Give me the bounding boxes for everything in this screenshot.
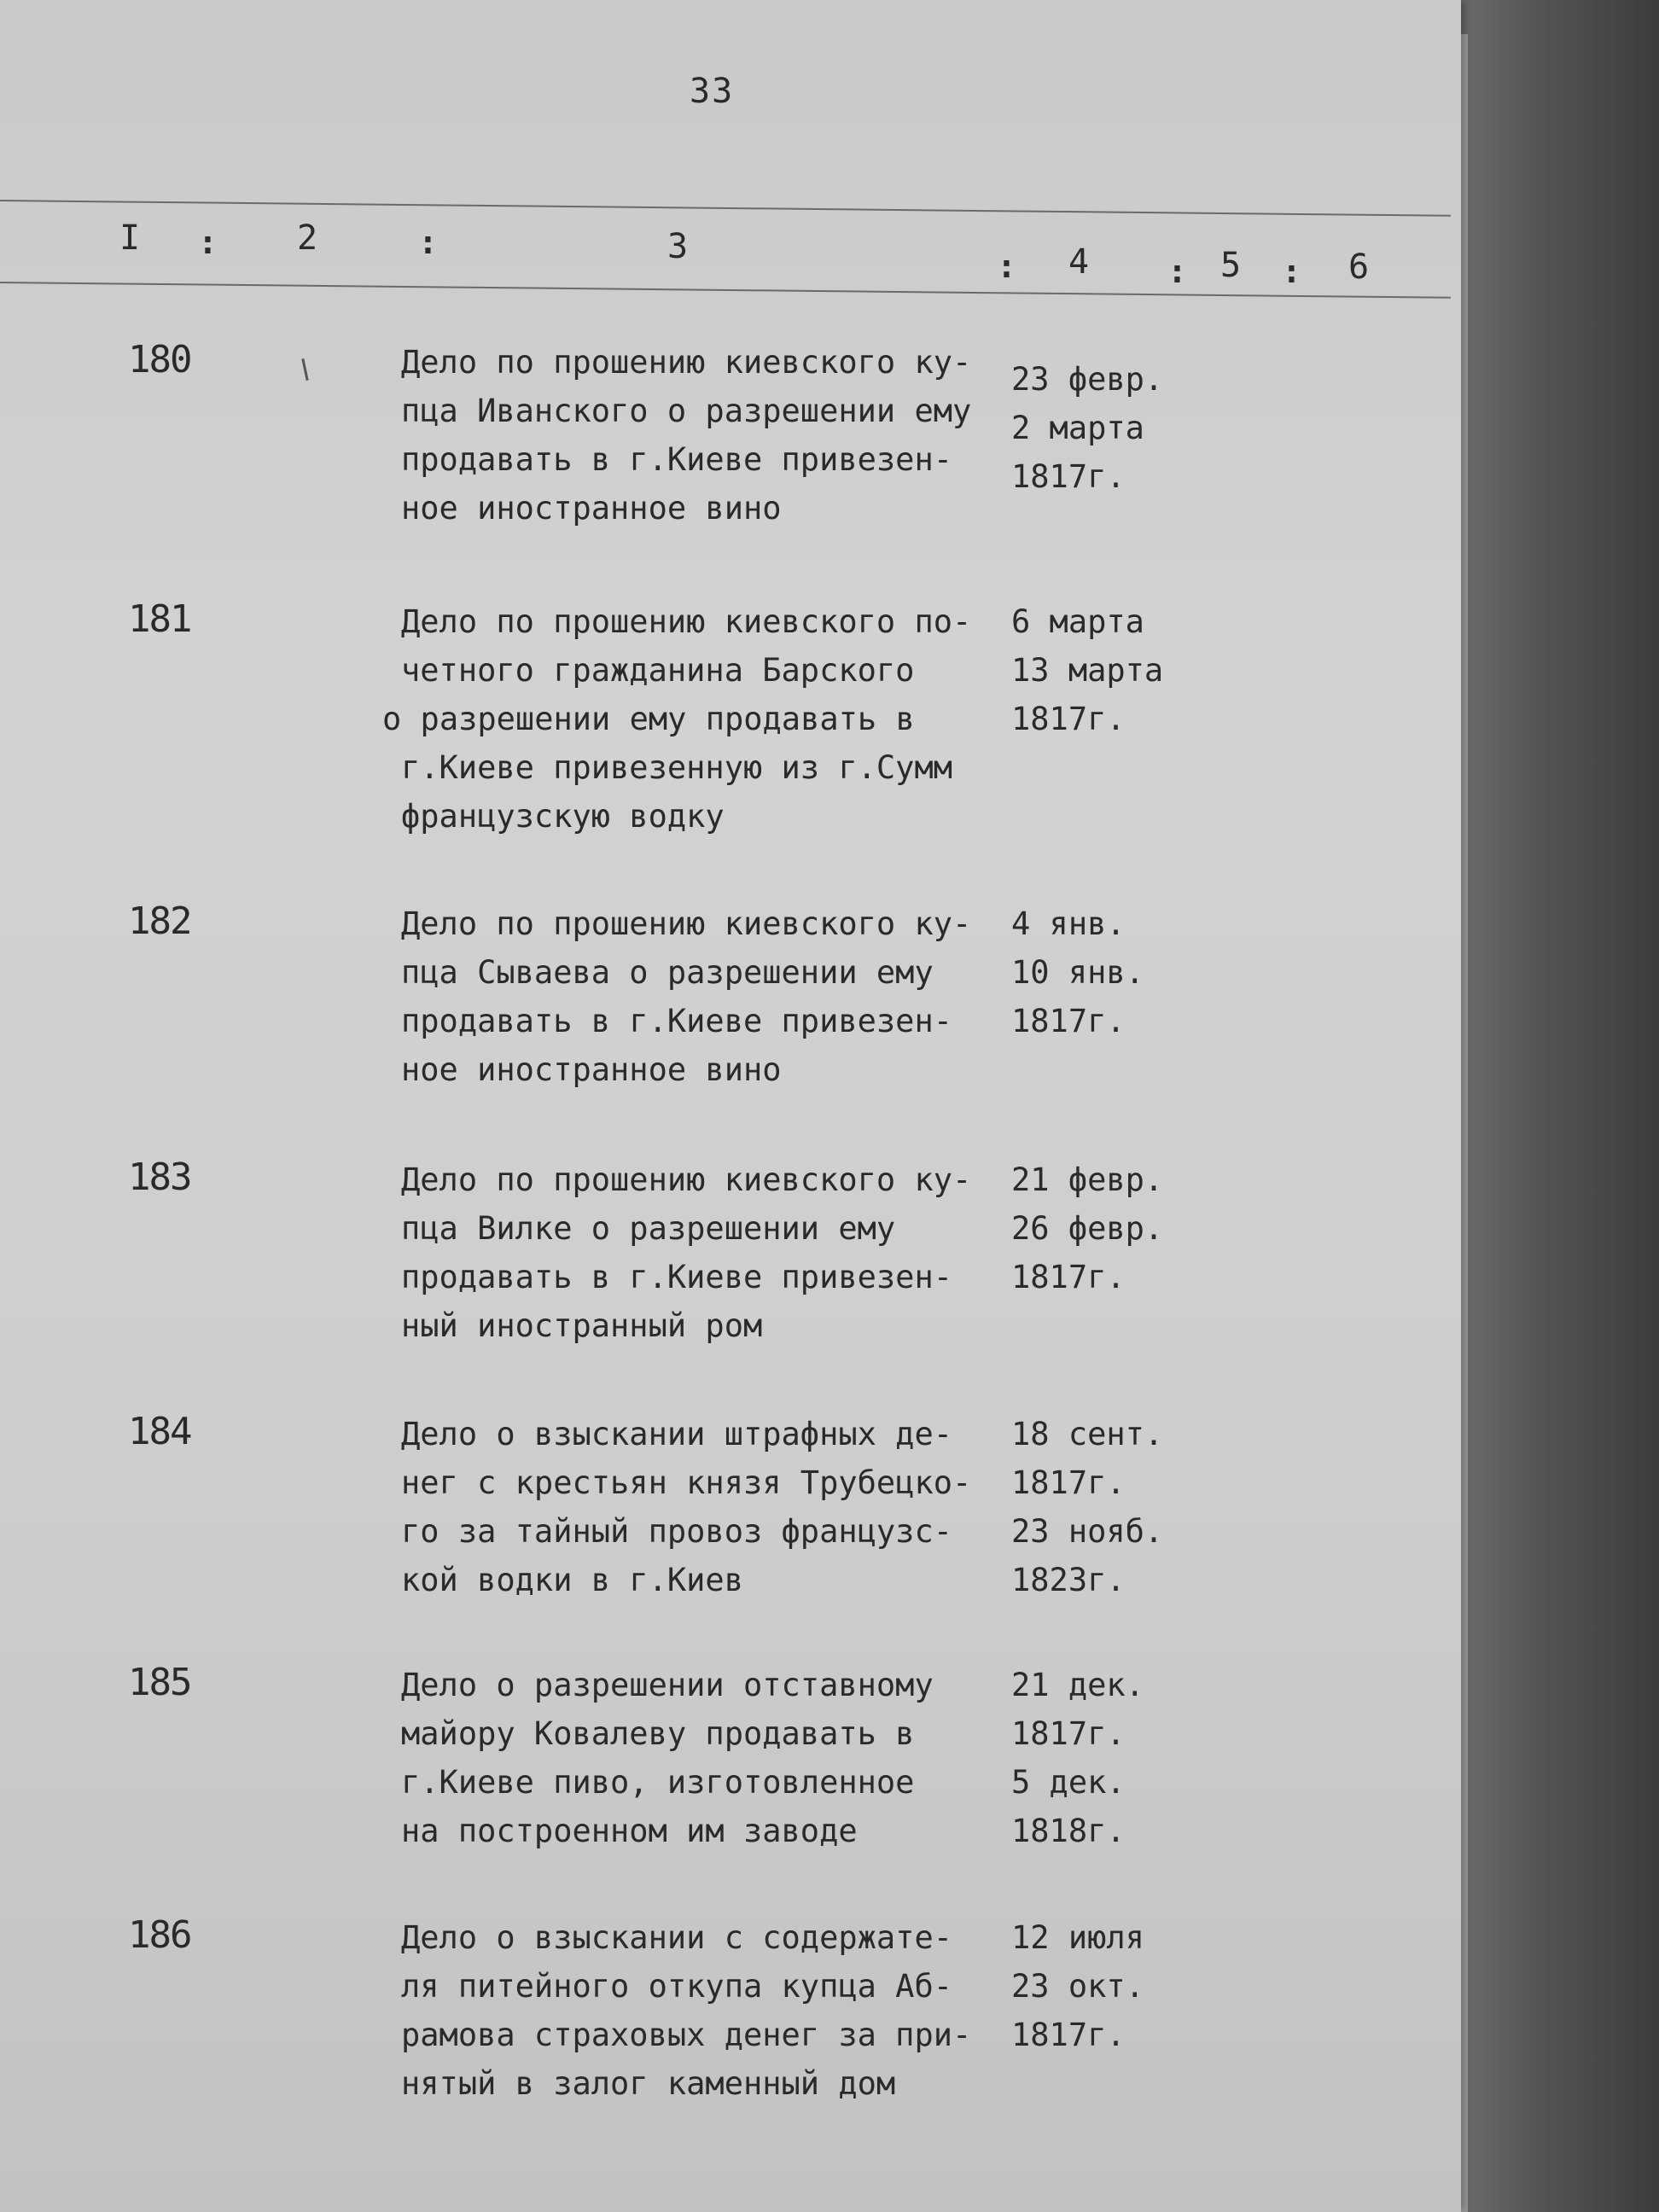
description-line: на построенном им заводе (401, 1813, 858, 1849)
description-line: продавать в г.Киеве привезен- (401, 1259, 953, 1295)
entry-description (401, 1410, 1016, 1604)
description-line: Дело о взыскании штрафных де- (401, 1416, 953, 1452)
date-line: 1817г. (1011, 2017, 1126, 2053)
entry-description (401, 1155, 1016, 1350)
date-line: 12 июля (1011, 1919, 1144, 1956)
date-line: 1823г. (1011, 1562, 1126, 1598)
date-line: 4 янв. (1011, 905, 1126, 942)
description-line: продавать в г.Киеве привезен- (401, 1003, 953, 1039)
date-line: 1817г. (1011, 701, 1126, 737)
description-line: нег с крестьян князя Трубецко- (401, 1464, 972, 1501)
entry-dates (1011, 1661, 1144, 1855)
description-line: ля питейного откупа купца Аб- (401, 1968, 953, 2005)
entry-dates (1011, 597, 1163, 743)
date-line: 1817г. (1011, 1259, 1126, 1295)
description-line: французскую водку (401, 798, 725, 835)
date-line: 21 февр. (1011, 1161, 1164, 1198)
entry-dates (1011, 355, 1163, 501)
description-line: Дело по прошению киевского ку- (401, 1161, 972, 1198)
description-line: Дело по прошению киевского ку- (401, 344, 972, 381)
description-line: го за тайный провоз французс- (401, 1513, 953, 1550)
entry-description (401, 1913, 1016, 2108)
description-line: г.Киеве пиво, изготовленное (401, 1764, 915, 1801)
entry-number: 181 (128, 597, 191, 641)
description-line: ный иностранный ром (401, 1307, 763, 1344)
pencil-mark (301, 358, 308, 381)
entry-number: 180 (128, 338, 191, 381)
date-line: 1817г. (1011, 1715, 1126, 1752)
column-header-3: 3 (667, 227, 689, 266)
date-line: 1817г. (1011, 1464, 1126, 1501)
date-line: 18 сент. (1011, 1416, 1164, 1452)
page-number: 33 (690, 72, 735, 111)
description-line: Дело по прошению киевского ку- (401, 905, 972, 942)
description-line: пца Вилке о разрешении ему (401, 1210, 896, 1247)
column-header-1: I (119, 218, 141, 258)
description-line: ное иностранное вино (401, 1051, 782, 1088)
entry-dates (1011, 1155, 1163, 1301)
description-line: ное иностранное вино (401, 490, 782, 527)
description-line: Дело о разрешении отставному (401, 1667, 934, 1703)
header-top-rule (0, 200, 1451, 217)
date-line: 23 февр. (1011, 361, 1164, 398)
date-line: 13 марта (1011, 652, 1164, 689)
entry-number: 183 (128, 1155, 191, 1199)
description-line: г.Киеве привезенную из г.Сумм (401, 749, 953, 786)
column-separator: : (1282, 253, 1301, 290)
column-header-2: 2 (297, 218, 318, 258)
entry-description (401, 1661, 1016, 1855)
entry-number: 184 (128, 1410, 191, 1453)
entry-description (401, 338, 1016, 533)
description-line: о разрешении ему продавать в (382, 701, 915, 737)
description-line: пца Иванского о разрешении ему (401, 393, 972, 429)
date-line: 6 марта (1011, 603, 1144, 640)
entry-dates (1011, 899, 1144, 1045)
description-line: Дело о взыскании с содержате- (401, 1919, 953, 1956)
entry-number: 186 (128, 1913, 191, 1957)
entry-dates (1011, 1913, 1144, 2059)
entry-number: 185 (128, 1661, 191, 1704)
description-line: пца Сываева о разрешении ему (401, 954, 934, 991)
description-line: продавать в г.Киеве привезен- (401, 441, 953, 478)
entry-description (382, 597, 1016, 841)
description-line: нятый в залог каменный дом (401, 2065, 896, 2102)
date-line: 5 дек. (1011, 1764, 1126, 1801)
date-line: 23 нояб. (1011, 1513, 1164, 1550)
column-header-6: 6 (1348, 247, 1370, 287)
column-separator: : (418, 224, 438, 261)
column-separator: : (997, 247, 1016, 285)
date-line: 21 дек. (1011, 1667, 1144, 1703)
entry-dates (1011, 1410, 1163, 1604)
column-header-5: 5 (1220, 246, 1242, 285)
desk-background (1454, 0, 1659, 2212)
column-header-4: 4 (1068, 242, 1090, 282)
entry-description (401, 899, 1016, 1094)
date-line: 1817г. (1011, 458, 1126, 495)
column-separator: : (198, 224, 218, 261)
date-line: 2 марта (1011, 410, 1144, 446)
description-line: майору Ковалеву продавать в (401, 1715, 915, 1752)
date-line: 26 февр. (1011, 1210, 1164, 1247)
column-separator: : (1167, 253, 1187, 290)
description-line: четного гражданина Барского (401, 652, 915, 689)
description-line: рамова страховых денег за при- (401, 2017, 972, 2053)
description-line: Дело по прошению киевского по- (401, 603, 972, 640)
entry-number: 182 (128, 899, 191, 943)
description-line: кой водки в г.Киев (401, 1562, 743, 1598)
date-line: 1818г. (1011, 1813, 1126, 1849)
date-line: 10 янв. (1011, 954, 1144, 991)
date-line: 1817г. (1011, 1003, 1126, 1039)
date-line: 23 окт. (1011, 1968, 1144, 2005)
